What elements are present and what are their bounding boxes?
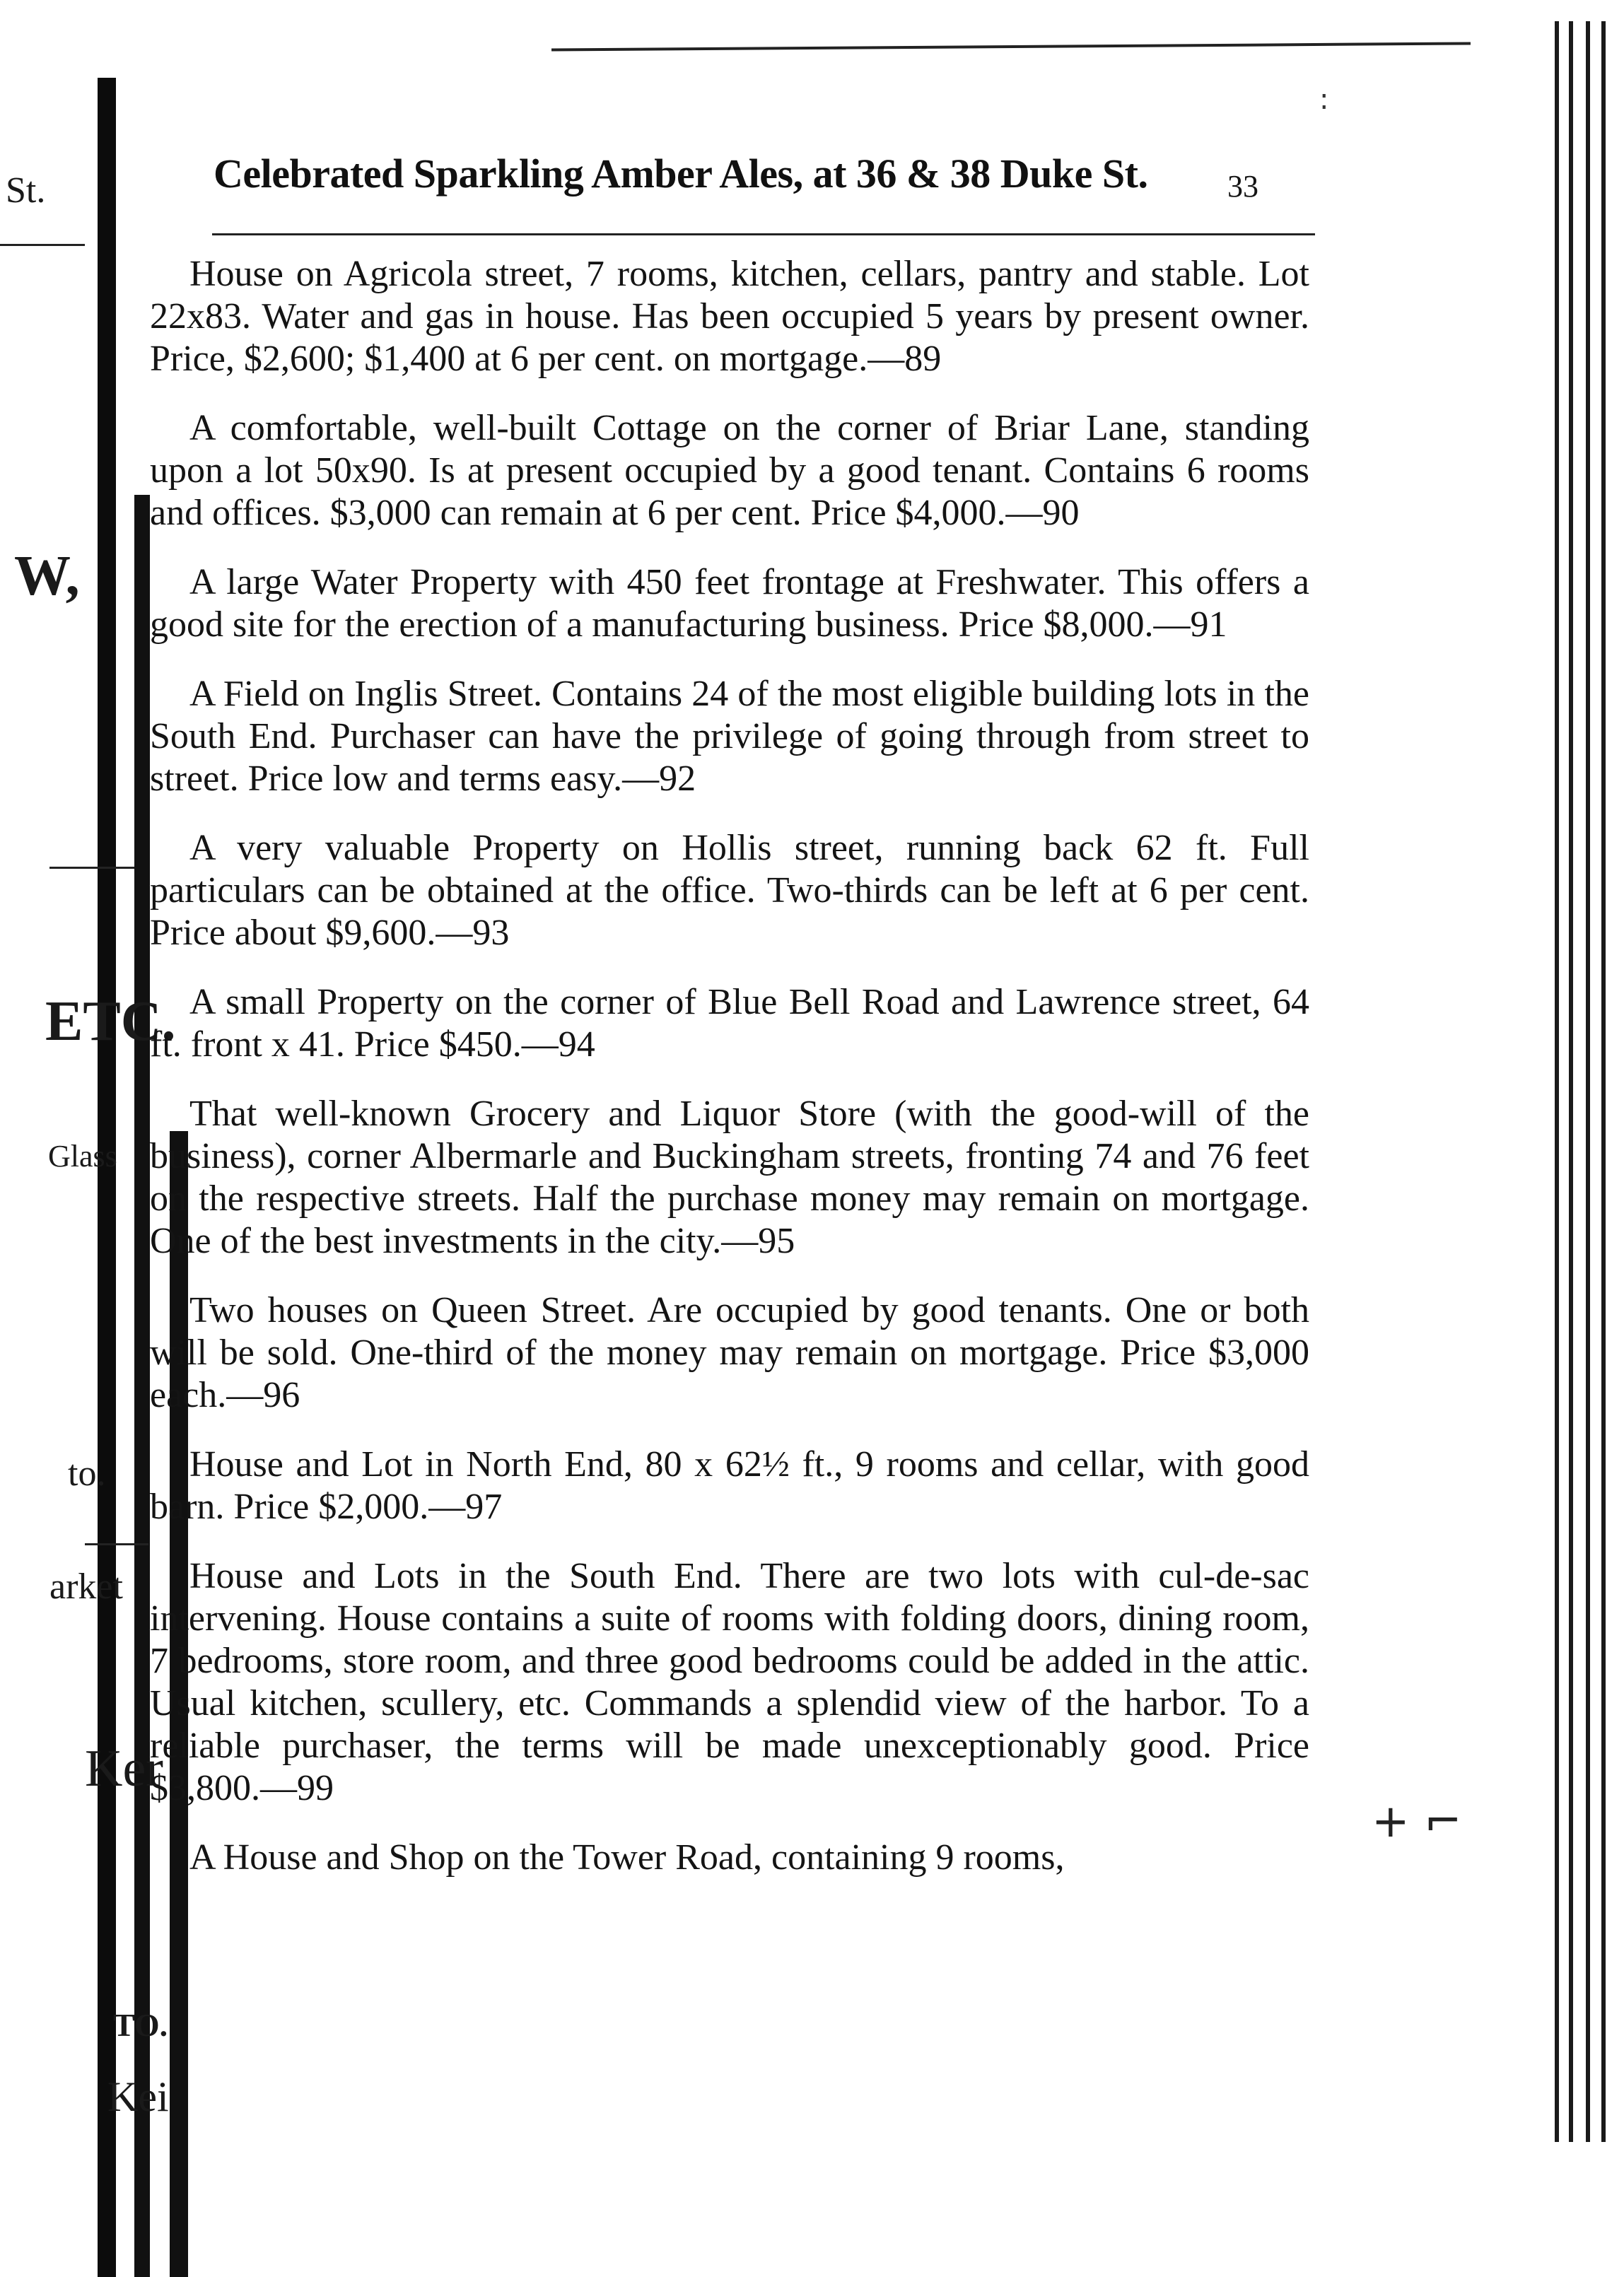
listing-99: House and Lots in the South End. There are two lots with cul-de-sac intervening. House contains a suite of rooms with folding doors, dining room, 7 bedrooms, store room, and three good bedrooms could be added in the attic. Usual kitchen, scullery, etc. Commands a splendid view of the harbor. To a reliable purchaser, the terms will be made unexceptionably good. Price $3,800.— 99	[150, 1555, 1309, 1810]
margin-fragment-etc: ETC.	[45, 990, 176, 1053]
listing-92: A Field on Inglis Street. Contains 24 of the most eligible building lots in the South End. Purchaser can have the privilege of going through from street to street. Price low and terms easy.— 92	[150, 673, 1309, 800]
margin-dash	[0, 244, 85, 246]
listing-91: A large Water Property with 450 feet frontage at Freshwater. This offers a good site for the erection of a manufacturing business. Price $8,000.— 91	[150, 561, 1309, 646]
margin-dash	[49, 867, 134, 869]
page-number: 33	[1227, 169, 1258, 204]
margin-fragment-to: to.	[68, 1453, 106, 1494]
listing-tower-road: A House and Shop on the Tower Road, containing 9 rooms,	[189, 1837, 1065, 1878]
listing-95: That well-known Grocery and Liquor Store (with the good-will of the business), corner Albermarle and Buckingham streets, fronting 74 and 76 feet on the respective streets. Half the purchase money may remain on mortgage. One of the best investments in the city.— 95	[150, 1093, 1309, 1263]
margin-fragment-glass: Glass	[48, 1139, 117, 1173]
margin-fragment-kei: Kei	[107, 2073, 169, 2120]
listing-90: A comfortable, well-built Cottage on the corner of Briar Lane, standing upon a lot 50x90. Is at present occupied by a good tenant. Contains 6 rooms and offices. $3,000 can remain at 6 per cent. Price $4,000.— 90	[150, 407, 1309, 534]
margin-fragment-market: arket	[49, 1567, 123, 1607]
pencil-mark: + ⌐	[1372, 1796, 1462, 1848]
header-rule	[212, 233, 1315, 235]
margin-fragment-w: W,	[14, 545, 80, 607]
property-listings	[150, 253, 1309, 1879]
listing-96: Two houses on Queen Street. Are occupied by good tenants. One or both will be sold. One-third of the money may remain on mortgage. Price $3,000 each.— 96	[150, 1289, 1309, 1417]
margin-dash	[85, 1543, 148, 1545]
margin-fragment-to-2: TO.	[113, 2007, 168, 2043]
binding-shadow	[98, 78, 116, 2277]
listing-94: A small Property on the corner of Blue Bell Road and Lawrence street, 64 ft. front x 41. Price $450.— 94	[150, 981, 1309, 1066]
margin-fragment-top: St.	[6, 170, 46, 211]
listing-89: House on Agricola street, 7 rooms, kitchen, cellars, pantry and stable. Lot 22x83. Water and gas in house. Has been occupied 5 years by present owner. Price, $2,600; $1,400 at 6 per cent. on mortgage.— 89	[150, 253, 1309, 380]
page-edge-lines	[1555, 21, 1611, 2142]
listing-93: A very valuable Property on Hollis street, running back 62 ft. Full particulars can be obtained at the office. Two-thirds can be left at 6 per cent. Price about $9,600.— 93	[150, 827, 1309, 954]
scan-speck: :	[1319, 83, 1329, 116]
listing-97: House and Lot in North End, 80 x 62½ ft., 9 rooms and cellar, with good barn. Price $2,000.— 97	[150, 1444, 1309, 1528]
margin-fragment-ker: Ker	[85, 1740, 163, 1798]
running-title: Celebrated Sparkling Amber Ales, at 36 & 38 Duke St.	[214, 151, 1148, 197]
scan-top-rule	[551, 42, 1471, 51]
